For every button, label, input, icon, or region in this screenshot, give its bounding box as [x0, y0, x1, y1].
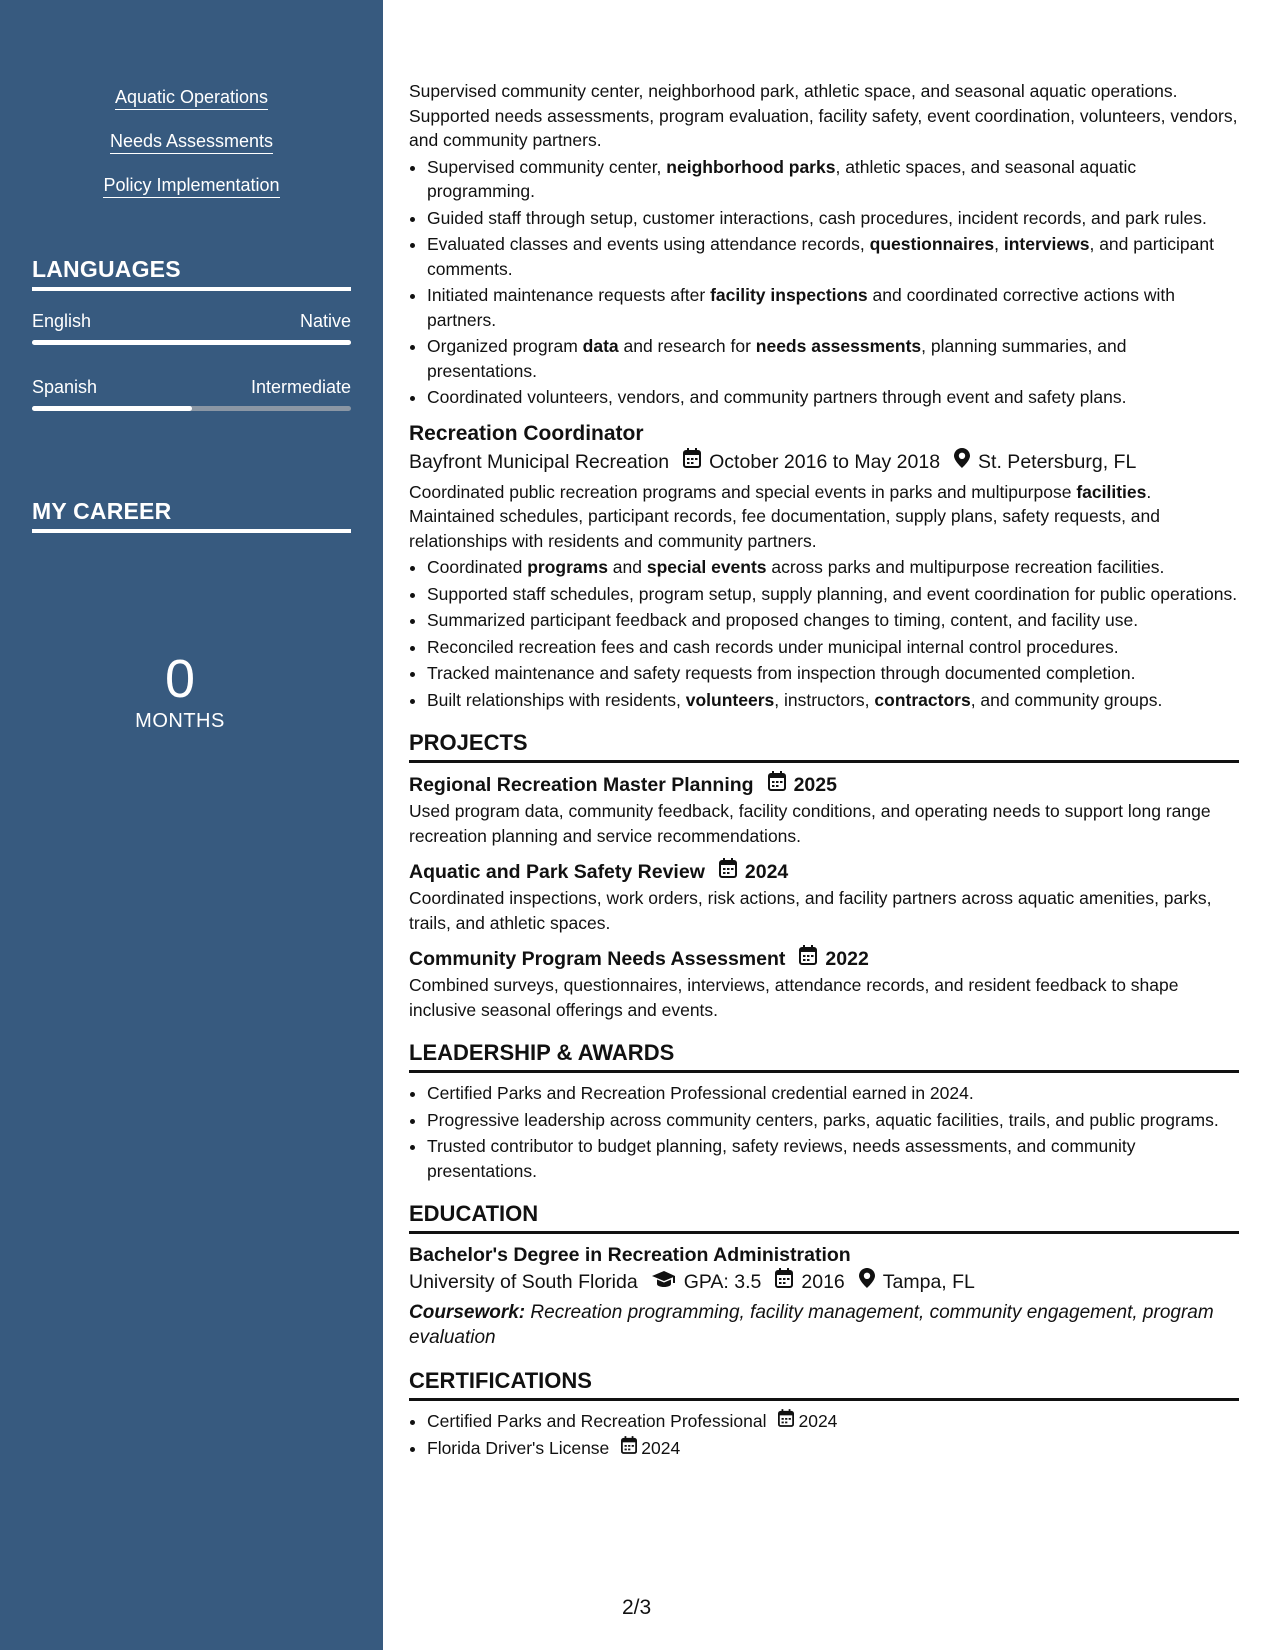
job-company: Bayfront Municipal Recreation	[409, 450, 670, 473]
calendar-icon	[778, 1409, 794, 1434]
language-level: Native	[299, 311, 351, 331]
project-name: Aquatic and Park Safety Review	[409, 861, 705, 883]
project-item	[409, 771, 1239, 848]
skill-link[interactable]: Policy Implementation	[103, 174, 279, 198]
location-pin-icon	[954, 448, 970, 476]
job-location: St. Petersburg, FL	[978, 450, 1137, 473]
leadership-list	[409, 1081, 1239, 1183]
list-item: • Certified Parks and Recreation Professional credential earned in 2024.	[427, 1081, 1239, 1106]
language-row	[32, 377, 351, 398]
project-name: Community Program Needs Assessment	[409, 948, 786, 970]
coursework-text: Recreation programming, facility management, community engagement, program evaluation	[409, 1302, 1214, 1348]
list-item: • Built relationships with residents, volunteers, instructors, contractors, and community groups.	[427, 688, 1239, 713]
calendar-icon	[683, 448, 701, 476]
job-bullets	[409, 155, 1239, 410]
list-item: • Tracked maintenance and safety requests from inspection through documented completion.	[427, 661, 1239, 686]
job-title: Recreation Coordinator	[409, 421, 644, 445]
calendar-icon	[775, 1268, 793, 1296]
certification-year: 2024	[641, 1437, 681, 1458]
language-bar-fill	[32, 406, 192, 411]
career-section	[32, 498, 351, 533]
school-location: Tampa, FL	[882, 1271, 975, 1293]
sidebar	[0, 0, 383, 1650]
languages-section	[32, 256, 351, 411]
project-description: Combined surveys, questionnaires, interviews, attendance records, and resident feedback to shape inclusive seasonal offerings and events.	[409, 975, 1179, 1020]
certifications-list	[409, 1409, 1239, 1460]
skill-link[interactable]: Needs Assessments	[110, 130, 273, 154]
section-title: CERTIFICATIONS	[409, 1368, 1239, 1401]
language-bar	[32, 406, 351, 411]
project-year: 2025	[793, 774, 837, 796]
list-item: • Coordinated volunteers, vendors, and community partners through event and safety plans.	[427, 385, 1239, 410]
language-level: Intermediate	[250, 377, 351, 397]
certification-year: 2024	[798, 1411, 838, 1431]
project-item	[409, 858, 1239, 935]
career-title: MY CAREER	[32, 498, 351, 533]
page-number: 2/3	[622, 1596, 652, 1619]
job-bullets	[409, 555, 1239, 712]
project-year: 2022	[825, 948, 869, 970]
project-description: Used program data, community feedback, facility conditions, and operating needs to support long range recreation planning and service recommendations.	[409, 801, 1211, 846]
school-name: University of South Florida	[409, 1271, 638, 1293]
degree-title: Bachelor's Degree in Recreation Administration	[409, 1244, 851, 1266]
list-item: • Supported staff schedules, program setup, supply planning, and event coordination for public operations.	[427, 582, 1239, 607]
section-title: LEADERSHIP & AWARDS	[409, 1040, 1239, 1073]
graduation-year: 2016	[801, 1271, 845, 1293]
career-value: 0	[164, 649, 196, 709]
job-summary: Coordinated public recreation programs and special events in parks and multipurpose facilities. Maintained schedules, participant records, fee documentation, supply plans, safety requests, and relationships with residents and community partners.	[409, 481, 1160, 551]
list-item: • Trusted contributor to budget planning, safety reviews, needs assessments, and community presentations.	[427, 1134, 1239, 1183]
gpa: GPA: 3.5	[683, 1271, 762, 1293]
list-item: • Organized program data and research for needs assessments, planning summaries, and presentations.	[427, 334, 1239, 383]
language-name: Spanish	[32, 377, 98, 397]
coursework	[409, 1300, 1239, 1350]
location-pin-icon	[859, 1268, 875, 1296]
list-item: • Summarized participant feedback and proposed changes to timing, content, and facility use.	[427, 608, 1239, 633]
section-title: PROJECTS	[409, 730, 1239, 763]
list-item	[427, 1436, 1239, 1461]
list-item: • Supervised community center, neighborhood parks, athletic spaces, and seasonal aquatic programming.	[427, 155, 1239, 204]
calendar-icon	[719, 858, 737, 886]
list-item: • Progressive leadership across community centers, parks, aquatic facilities, trails, and public programs.	[427, 1108, 1239, 1133]
section-title: EDUCATION	[409, 1201, 1239, 1234]
list-item	[427, 1409, 1239, 1434]
project-item	[409, 945, 1239, 1022]
project-description: Coordinated inspections, work orders, risk actions, and facility partners across aquatic amenities, parks, trails, and athletic spaces.	[409, 888, 1212, 933]
list-item: • Initiated maintenance requests after facility inspections and coordinated corrective actions with partners.	[427, 283, 1239, 332]
graduation-cap-icon	[652, 1268, 676, 1296]
career-unit: MONTHS	[135, 710, 225, 732]
calendar-icon	[621, 1436, 637, 1461]
project-name: Regional Recreation Master Planning	[409, 774, 754, 796]
project-year: 2024	[744, 861, 789, 883]
job-dates: October 2016 to May 2018	[709, 450, 941, 473]
coursework-label: Coursework:	[409, 1302, 526, 1323]
education-meta	[409, 1268, 1239, 1296]
calendar-icon	[799, 945, 817, 973]
list-item: • Guided staff through setup, customer interactions, cash procedures, incident records, and park rules.	[427, 206, 1239, 231]
language-bar-fill	[32, 340, 351, 345]
main-content	[409, 0, 1239, 1462]
language-name: English	[32, 311, 92, 331]
certification-name: • Certified Parks and Recreation Professional	[427, 1411, 767, 1431]
skill-link[interactable]: Aquatic Operations	[115, 86, 268, 110]
list-item: • Coordinated programs and special events across parks and multipurpose recreation facilities.	[427, 555, 1239, 580]
list-item: • Evaluated classes and events using attendance records, questionnaires, interviews, and participant comments.	[427, 232, 1239, 281]
list-item: • Reconciled recreation fees and cash records under municipal internal control procedures.	[427, 635, 1239, 660]
job-meta	[409, 448, 1239, 476]
job-summary: Supervised community center, neighborhood park, athletic space, and seasonal aquatic operations. Supported needs assessments, program evaluation, facility safety, event coordination, volunteers, vendors, and community partners.	[409, 81, 1238, 150]
skill-links	[0, 86, 383, 218]
calendar-icon	[768, 771, 786, 799]
languages-title: LANGUAGES	[32, 256, 351, 291]
certification-name: • Florida Driver's License	[427, 1437, 610, 1458]
language-bar	[32, 340, 351, 345]
language-row	[32, 311, 351, 332]
